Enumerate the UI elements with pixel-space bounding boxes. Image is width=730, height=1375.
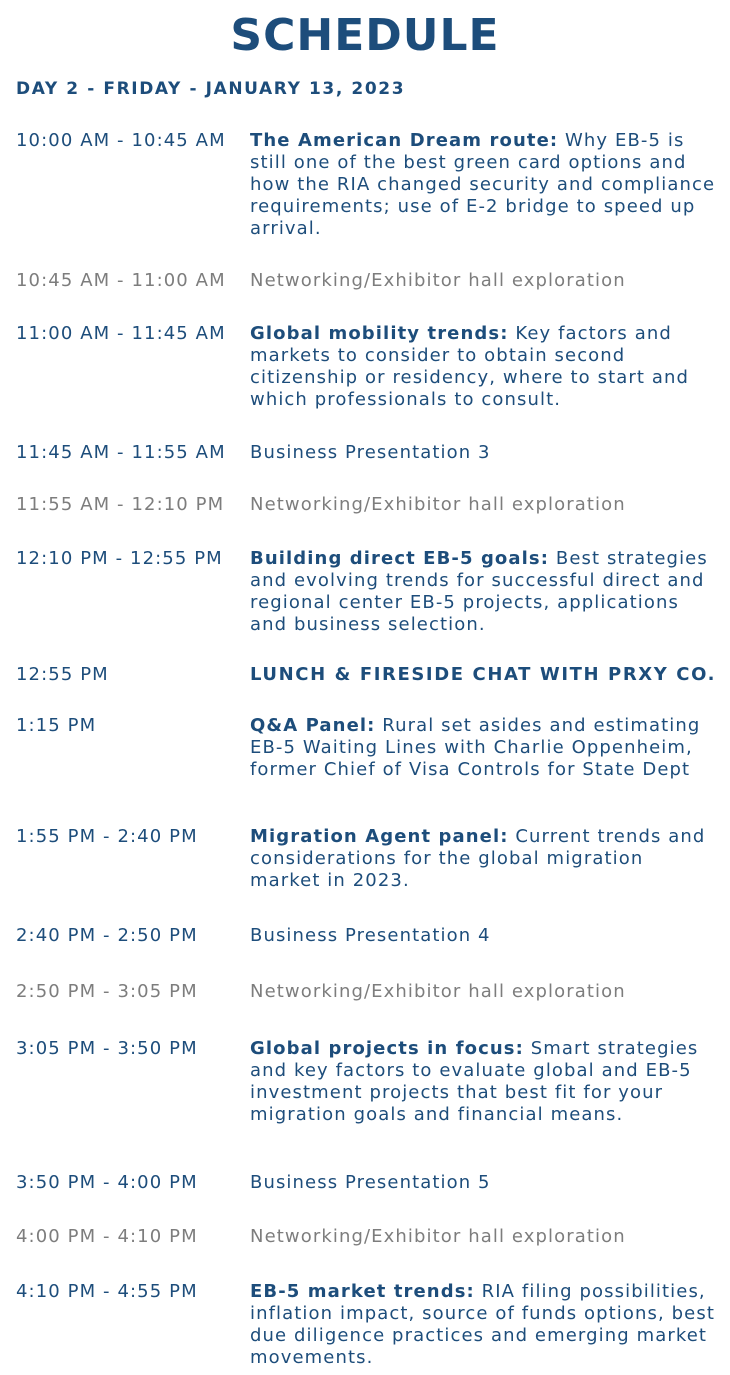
row-text: Networking/Exhibitor hall exploration	[250, 494, 626, 515]
row-time: 11:45 AM - 11:55 AM	[16, 442, 226, 463]
row-time: 2:40 PM - 2:50 PM	[16, 925, 198, 946]
row-description	[250, 270, 718, 292]
row-time: 2:50 PM - 3:05 PM	[16, 981, 198, 1002]
row-description	[250, 664, 718, 686]
row-description	[250, 981, 718, 1003]
row-heading: Global mobility trends:	[250, 323, 509, 344]
row-text: Best strategies and evolving trends for successful direct and regional center EB-5 projects, applications and business selection.	[250, 548, 708, 635]
row-time: 10:00 AM - 10:45 AM	[16, 130, 226, 151]
row-description	[250, 130, 718, 240]
row-time: 10:45 AM - 11:00 AM	[16, 270, 226, 291]
row-heading: Global projects in focus:	[250, 1038, 524, 1059]
row-heading: The American Dream route:	[250, 130, 559, 151]
row-heading: Q&A Panel:	[250, 715, 376, 736]
row-text: Smart strategies and key factors to evaluate global and EB-5 investment projects that best fit for your migration goals and financial means.	[250, 1038, 699, 1125]
row-text: Key factors and markets to consider to obtain second citizenship or residency, where to start and which professionals to consult.	[250, 323, 690, 410]
row-description	[250, 826, 718, 892]
row-description	[250, 925, 718, 947]
row-description	[250, 548, 718, 636]
row-description	[250, 323, 718, 411]
row-time: 4:10 PM - 4:55 PM	[16, 1281, 198, 1302]
row-time: 3:50 PM - 4:00 PM	[16, 1172, 198, 1193]
row-time: 1:15 PM	[16, 715, 97, 736]
row-heading: Migration Agent panel:	[250, 826, 509, 847]
row-heading: Building direct EB-5 goals:	[250, 548, 550, 569]
row-text: Networking/Exhibitor hall exploration	[250, 1226, 626, 1247]
row-heading: EB-5 market trends:	[250, 1281, 475, 1302]
row-time: 11:55 AM - 12:10 PM	[16, 494, 225, 515]
row-time: 12:10 PM - 12:55 PM	[16, 548, 223, 569]
row-time: 12:55 PM	[16, 664, 109, 685]
row-text: Current trends and considerations for the global migration market in 2023.	[250, 826, 706, 891]
row-description	[250, 1281, 718, 1369]
row-description	[250, 1172, 718, 1194]
row-text: Business Presentation 4	[250, 925, 491, 946]
day-label: DAY 2 - FRIDAY - JANUARY 13, 2023	[16, 79, 406, 99]
row-description	[250, 1038, 718, 1126]
row-text: LUNCH & FIRESIDE CHAT WITH PRXY CO.	[250, 664, 717, 685]
row-time: 11:00 AM - 11:45 AM	[16, 323, 226, 344]
row-text: Networking/Exhibitor hall exploration	[250, 270, 626, 291]
row-text: Business Presentation 3	[250, 442, 491, 463]
row-description	[250, 442, 718, 464]
row-text: Why EB-5 is still one of the best green card options and how the RIA changed security and compliance requirements; use of E-2 bridge to speed up arrival.	[250, 130, 716, 239]
page-title: SCHEDULE	[230, 10, 500, 61]
row-time: 3:05 PM - 3:50 PM	[16, 1038, 198, 1059]
row-description	[250, 715, 718, 781]
row-description	[250, 1226, 718, 1248]
row-text: Rural set asides and estimating EB-5 Waiting Lines with Charlie Oppenheim, former Chief of Visa Controls for State Dept	[250, 715, 701, 780]
row-text: Networking/Exhibitor hall exploration	[250, 981, 626, 1002]
row-time: 4:00 PM - 4:10 PM	[16, 1226, 198, 1247]
row-time: 1:55 PM - 2:40 PM	[16, 826, 198, 847]
row-text: RIA filing possibilities, inflation impact, source of funds options, best due diligence practices and emerging market movements.	[250, 1281, 715, 1368]
row-description	[250, 494, 718, 516]
row-text: Business Presentation 5	[250, 1172, 491, 1193]
